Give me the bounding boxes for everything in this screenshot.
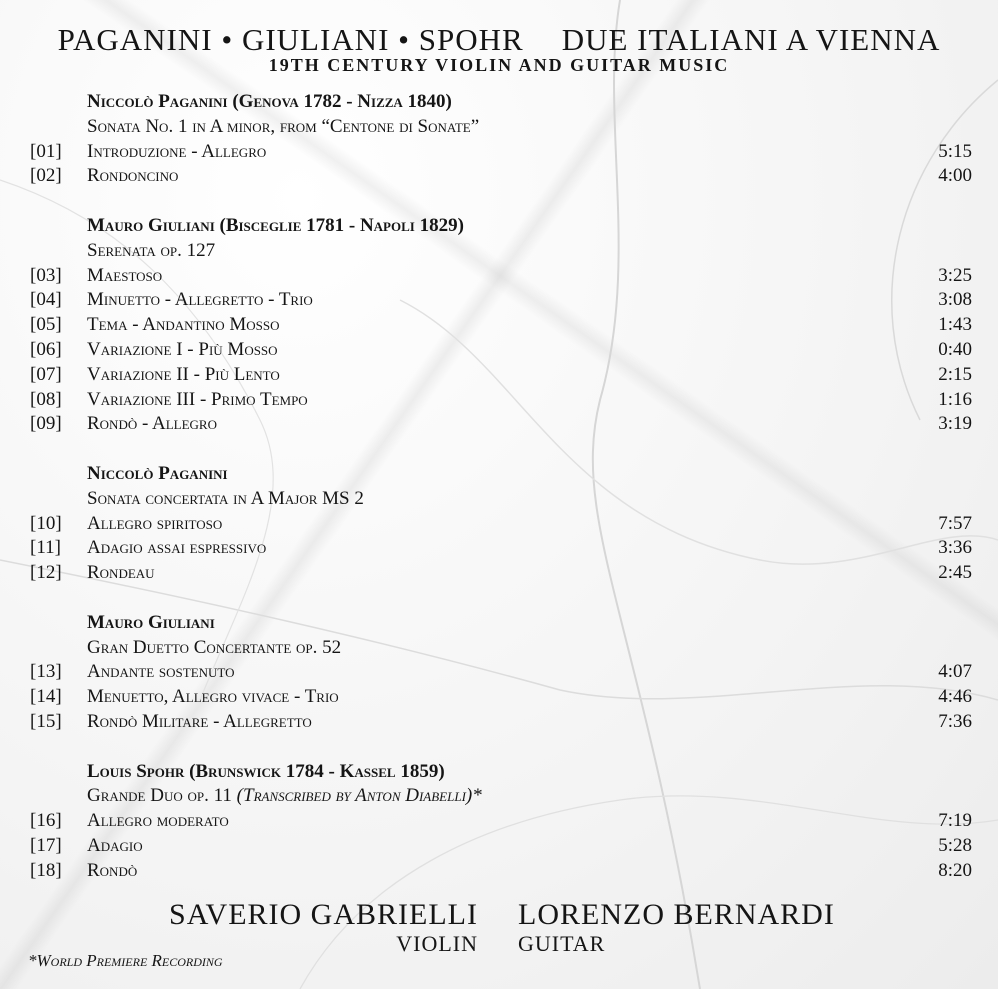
track-row <box>30 685 972 710</box>
track-duration: 4:00 <box>938 165 972 187</box>
track-row <box>30 809 972 834</box>
composer-heading: Niccolò Paganini <box>87 462 228 484</box>
track-row <box>30 834 972 859</box>
track-duration: 3:08 <box>938 289 972 311</box>
composer-heading: Niccolò Paganini (Genova 1782 - Nizza 1840) <box>87 91 452 112</box>
composer-heading: Mauro Giuliani (Bisceglie 1781 - Napoli 1829) <box>87 214 464 236</box>
section-giuliani-serenata <box>30 214 972 437</box>
track-title: Allegro moderato <box>87 810 229 832</box>
album-subtitle: 19TH CENTURY VIOLIN AND GUITAR MUSIC <box>268 55 730 75</box>
track-row <box>30 288 972 313</box>
track-number: [03] <box>30 264 62 286</box>
track-duration: 7:36 <box>938 710 972 732</box>
performer-name: LORENZO BERNARDI <box>518 898 835 931</box>
track-duration: 2:15 <box>938 363 972 385</box>
track-row <box>30 512 972 537</box>
track-number: [02] <box>30 165 62 187</box>
work-title-text: Grande Duo op. 11 <box>87 785 232 807</box>
work-title-text: Gran Duetto Concertante op. 52 <box>87 636 342 658</box>
track-number: [09] <box>30 413 62 435</box>
track-row <box>30 660 972 685</box>
track-title: Rondò - Allegro <box>87 413 217 435</box>
composer-heading: Louis Spohr (Brunswick 1784 - Kassel 1859) <box>87 760 445 782</box>
track-row <box>30 140 972 165</box>
track-title: Andante sostenuto <box>87 661 235 683</box>
footnote: *World Premiere Recording <box>28 951 223 970</box>
track-title: Introduzione - Allegro <box>87 140 267 162</box>
track-number: [05] <box>30 314 62 336</box>
performer-violin <box>169 898 478 956</box>
track-duration: 0:40 <box>938 338 972 360</box>
performer-role: GUITAR <box>518 931 606 956</box>
header-title-line <box>0 22 998 58</box>
transcription-note: (Transcribed by Anton Diabelli)* <box>236 785 482 807</box>
track-number: [15] <box>30 710 62 732</box>
composers-heading: PAGANINI • GIULIANI • SPOHR <box>57 22 524 57</box>
track-row <box>30 363 972 388</box>
track-number: [14] <box>30 686 62 708</box>
track-row <box>30 536 972 561</box>
track-number: [12] <box>30 562 62 584</box>
track-duration: 3:19 <box>938 413 972 435</box>
track-number: [04] <box>30 289 62 311</box>
track-title: Rondò Militare - Allegretto <box>87 710 312 732</box>
track-duration: 5:28 <box>938 834 972 856</box>
work-title <box>87 784 972 809</box>
section-spohr-grande-duo <box>30 760 972 884</box>
track-number: [10] <box>30 512 62 534</box>
work-title <box>87 239 972 264</box>
track-title: Variazione I - Più Mosso <box>87 338 278 360</box>
section-paganini-ms2 <box>30 462 972 586</box>
track-title: Adagio <box>87 834 143 856</box>
track-row <box>30 338 972 363</box>
track-title: Adagio assai espressivo <box>87 537 267 559</box>
track-number: [01] <box>30 140 62 162</box>
track-title: Menuetto, Allegro vivace - Trio <box>87 686 339 708</box>
track-row <box>30 561 972 586</box>
track-duration: 7:57 <box>938 512 972 534</box>
performer-guitar <box>518 898 835 956</box>
track-row <box>30 710 972 735</box>
track-number: [17] <box>30 834 62 856</box>
track-title: Maestoso <box>87 264 163 286</box>
section-giuliani-op52 <box>30 611 972 735</box>
track-title: Rondeau <box>87 562 155 584</box>
track-title: Allegro spiritoso <box>87 512 223 534</box>
tracklist <box>30 90 972 908</box>
track-row <box>30 164 972 189</box>
track-duration: 2:45 <box>938 562 972 584</box>
track-duration: 4:46 <box>938 686 972 708</box>
track-duration: 1:43 <box>938 314 972 336</box>
track-duration: 3:25 <box>938 264 972 286</box>
section-paganini-sonata-1 <box>30 90 972 189</box>
composer-heading: Mauro Giuliani <box>87 611 215 633</box>
track-title: Variazione III - Primo Tempo <box>87 388 308 410</box>
track-number: [06] <box>30 338 62 360</box>
track-number: [07] <box>30 363 62 385</box>
track-duration: 5:15 <box>938 140 972 162</box>
track-title: Tema - Andantino Mosso <box>87 314 280 336</box>
album-title: DUE ITALIANI A VIENNA <box>561 22 941 57</box>
track-duration: 8:20 <box>938 859 972 881</box>
track-duration: 3:36 <box>938 537 972 559</box>
track-number: [13] <box>30 661 62 683</box>
track-row <box>30 388 972 413</box>
track-title: Rondò <box>87 859 138 881</box>
performer-role: VIOLIN <box>396 931 478 956</box>
track-number: [18] <box>30 859 62 881</box>
performer-name: SAVERIO GABRIELLI <box>169 898 478 931</box>
track-row <box>30 313 972 338</box>
track-row <box>30 412 972 437</box>
work-title-text: Sonata No. 1 in A minor, from “Centone di Sonate” <box>87 115 480 137</box>
track-title: Rondoncino <box>87 165 179 187</box>
track-number: [08] <box>30 388 62 410</box>
work-title <box>87 487 972 512</box>
track-title: Variazione II - Più Lento <box>87 363 280 385</box>
track-duration: 4:07 <box>938 661 972 683</box>
track-number: [16] <box>30 810 62 832</box>
track-duration: 7:19 <box>938 810 972 832</box>
work-title-text: Serenata op. 127 <box>87 239 216 261</box>
work-title <box>87 115 972 140</box>
track-title: Minuetto - Allegretto - Trio <box>87 289 313 311</box>
work-title <box>87 636 972 661</box>
track-number: [11] <box>30 537 61 559</box>
track-duration: 1:16 <box>938 388 972 410</box>
track-row <box>30 859 972 884</box>
track-row <box>30 264 972 289</box>
work-title-text: Sonata concertata in A Major MS 2 <box>87 487 364 509</box>
